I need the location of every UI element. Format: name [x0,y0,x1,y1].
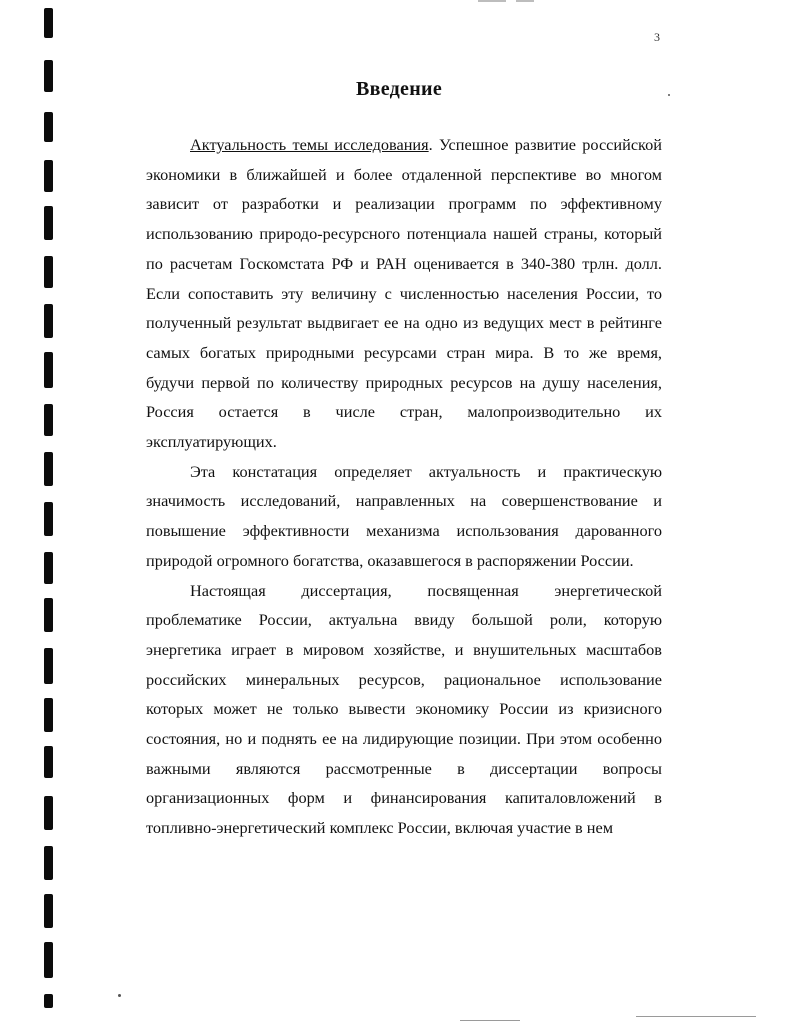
scan-artifact [460,1020,520,1021]
scan-speck [118,994,121,997]
binding-mark [44,598,53,632]
binding-mark [44,746,53,778]
binding-mark [44,648,53,684]
binding-mark [44,404,53,436]
section-lead-underlined: Актуальность темы исследования [190,135,429,154]
binding-mark [44,994,53,1008]
binding-mark [44,894,53,928]
scan-artifact [478,0,506,2]
binding-mark [44,8,53,38]
paragraph-relevance [146,130,662,457]
paragraph-text: Успешное развитие российской экономики в ближайшей и более отдаленной перспективе во многом зависит от разработки и реализации программ по эффективному использованию природо-ресурсного потенциала нашей страны, который по расчетам Госкомстата РФ и РАН оценивается в 340-380 трлн. долл. Если сопоставить эту величину с численностью населения России, то полученный результат выдвигает ее на одно из ведущих мест в рейтинге самых богатых природными ресурсами стран мира. В то же время, будучи первой по количеству природных ресурсов на душу населения, Россия остается в числе стран, малопроизводительно их эксплуатирующих. [146,135,662,452]
paragraph-dissertation: Настоящая диссертация, посвященная энергетической проблематике России, актуальна ввиду большой роли, которую энергетика играет в мировом хозяйстве, и внушительных масштабов российских минеральных ресурсов, рациональное использование которых может не только вывести экономику России из кризисного состояния, но и поднять ее на лидирующие позиции. При этом особенно важными являются рассмотренные в диссертации вопросы организационных форм и финансирования капиталовложений в топливно-энергетический комплекс России, включая участие в нем [146,580,662,838]
page-title: Введение [355,78,443,100]
binding-mark [44,552,53,584]
binding-mark [44,304,53,338]
binding-mark [44,352,53,388]
binding-mark [44,112,53,142]
scan-artifact [516,0,534,2]
scan-artifact [636,1016,756,1017]
binding-mark [44,796,53,830]
binding-mark [44,942,53,978]
lead-punctuation: . [428,135,433,154]
body-text [146,130,662,843]
binding-mark [44,256,53,288]
page-number: 3 [654,30,660,44]
binding-mark [44,502,53,536]
binding-mark [44,698,53,732]
binding-mark [44,452,53,486]
paragraph-significance: Эта констатация определяет актуальность и практическую значимость исследований, направленных на совершенствование и повышение эффективности механизма использования дарованного природой огромного богатства, оказавшегося в распоряжении России. [146,461,662,570]
binding-mark [44,206,53,240]
binding-mark [44,846,53,880]
binding-mark [44,160,53,192]
